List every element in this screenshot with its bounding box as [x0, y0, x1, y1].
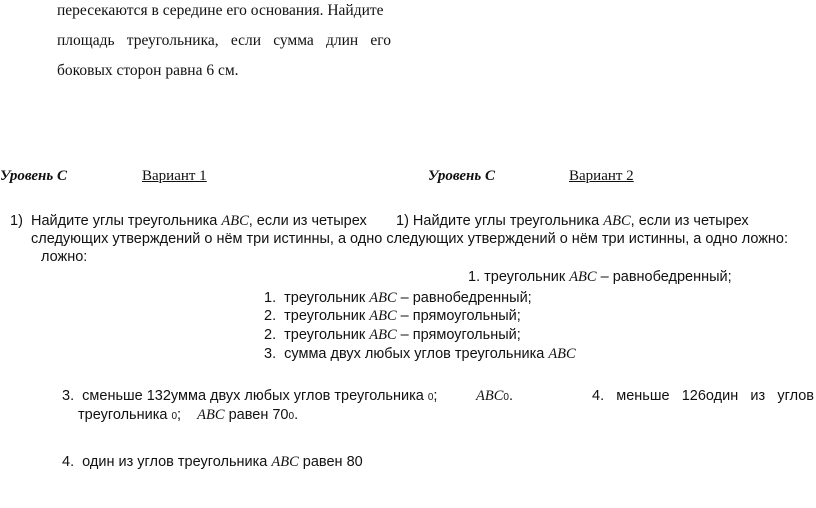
item-3-line-2: треугольника 0; ABC равен 700. [78, 407, 299, 423]
word: площадь [57, 32, 115, 49]
paragraph-line-3: боковых сторон равна 6 см. [57, 62, 239, 79]
item-4-right: 4. меньше 126один из углов [592, 388, 814, 404]
word: его [370, 32, 391, 49]
word: сумма [273, 32, 314, 49]
variant-heading-1: Вариант 1 [142, 168, 207, 184]
variant-heading-2: Вариант 2 [569, 168, 634, 184]
item-4: 4. один из углов треугольника ABC равен 80 [62, 454, 363, 470]
list-item: 1. треугольник ABC – равнобедренный; [264, 290, 532, 306]
item-3-line-1: 3. сменьше 132умма двух любых углов треугольника 0; [62, 388, 438, 404]
list-item: 3. сумма двух любых углов треугольника ABC [264, 346, 576, 362]
level-heading-1: Уровень С [0, 168, 67, 184]
level-heading-2: Уровень С [428, 168, 495, 184]
item-3-abc: ABC0. [476, 388, 513, 404]
variant2-item-1: 1. треугольник ABC – равнобедренный; [468, 269, 732, 285]
task-line-1-variant2: 1) Найдите углы треугольника ABC, если из четырех [396, 213, 749, 229]
paragraph-line-2 [57, 32, 391, 50]
task-line-2: следующих утверждений о нём три истинны, а одно следующих утверждений о нём три истинны, а одно ложно: [31, 231, 789, 247]
list-item: 2. треугольник ABC – прямоугольный; [264, 308, 521, 324]
task-line-3: ложно: [41, 249, 88, 265]
paragraph-line-1: пересекаются в середине его основания. Найдите [57, 2, 384, 19]
word: если [230, 32, 262, 49]
task-line-1-variant1: Найдите углы треугольника ABC, если из четырех [31, 213, 367, 229]
task-number: 1) [10, 213, 23, 229]
list-item: 2. треугольник ABC – прямоугольный; [264, 327, 521, 343]
word: длин [325, 32, 359, 49]
word: треугольника, [126, 32, 219, 49]
